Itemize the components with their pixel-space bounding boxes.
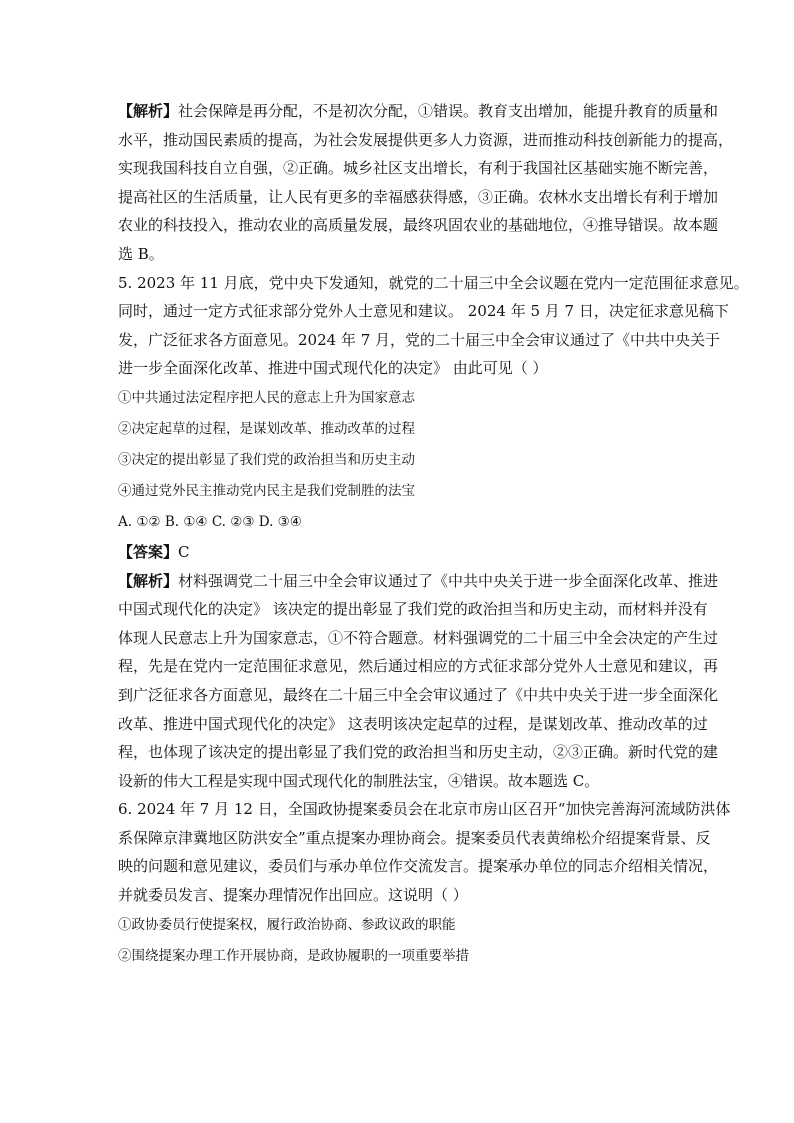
analysis-line: 提高社区的生活质量，让人民有更多的幸福感获得感，③正确。农林水支出增长有利于增加 [118, 187, 719, 206]
analysis-line: 设新的伟大工程是实现中国式现代化的制胜法宝，④错误。故本题选 C。 [118, 771, 600, 790]
analysis-line: 体现人民意志上升为国家意志，①不符合题意。材料强调党的二十届三中全会决定的产生过 [118, 628, 719, 647]
question-6-line: 系保障京津冀地区防洪安全”重点提案办理协商会。提案委员代表黄绵松介绍提案背景、反 [118, 828, 711, 847]
statement-item: ②决定起草的过程，是谋划改革、推动改革的过程 [118, 420, 415, 437]
question-6-line: 映的问题和意见建议，委员们与承办单位作交流发言。提案承办单位的同志介绍相关情况， [118, 857, 719, 876]
question-5-line: 进一步全面深化改革、推进中国式现代化的决定》 由此可见（ ） [118, 359, 548, 378]
analysis-line: 选 B。 [118, 244, 164, 263]
statement-item: ①中共通过法定程序把人民的意志上升为国家意志 [118, 389, 415, 406]
analysis-line: 改革、推进中国式现代化的决定》 这表明该决定起草的过程，是谋划改革、推动改革的过 [118, 714, 708, 733]
answer-value: C [178, 542, 190, 561]
analysis-line: 到广泛征求各方面意见，最终在二十届三中全会审议通过了《中共中央关于进一步全面深化 [118, 685, 719, 704]
analysis-line: 程，也体现了该决定的提出彰显了我们党的政治担当和历史主动，②③正确。新时代党的建 [118, 743, 719, 762]
question-5-line: 发，广泛征求各方面意见。2024 年 7 月，党的二十届三中全会审议通过了《中共中央关于 [118, 330, 721, 349]
analysis-tag: 【解析】 [118, 571, 179, 590]
analysis-tag: 【解析】 [118, 102, 179, 120]
answer-tag: 【答案】 [118, 542, 179, 561]
statement-item: ①政协委员行使提案权，履行政治协商、参政议政的职能 [118, 916, 456, 933]
answer-choices: A. ①② B. ①④ C. ②③ D. ③④ [118, 513, 302, 530]
analysis-line: 【解析】材料强调党二十届三中全会审议通过了《中共中央关于进一步全面深化改革、推进 [118, 571, 719, 590]
analysis-line: 农业的科技投入，推动农业的高质量发展，最终巩固农业的基础地位，④推导错误。故本题 [118, 216, 719, 235]
question-5-line: 同时，通过一定方式征求部分党外人士意见和建议。 2024 年 5 月 7 日，决定征求意见稿下 [118, 302, 729, 321]
answer-line [118, 538, 676, 567]
question-5-line: 5. 2023 年 11 月底，党中央下发通知，就党的二十届三中全会议题在党内一定范围征求意见。 [118, 273, 749, 292]
analysis-line: 实现我国科技自立自强，②正确。城乡社区支出增长，有利于我国社区基础实施不断完善， [118, 159, 719, 178]
analysis-line: 中国式现代化的决定》 该决定的提出彰显了我们党的政治担当和历史主动，而材料并没有 [118, 600, 708, 619]
analysis-line: 水平，推动国民素质的提高，为社会发展提供更多人力资源，进而推动科技创新能力的提高， [118, 130, 734, 149]
statement-item: ④通过党外民主推动党内民主是我们党制胜的法宝 [118, 482, 415, 499]
analysis-line: 【解析】社会保障是再分配，不是初次分配，①错误。教育支出增加，能提升教育的质量和 [118, 102, 719, 120]
statement-item: ②围绕提案办理工作开展协商，是政协履职的一项重要举措 [118, 947, 469, 964]
statement-item: ③决定的提出彰显了我们党的政治担当和历史主动 [118, 451, 415, 468]
analysis-line: 程，先是在党内一定范围征求意见，然后通过相应的方式征求部分党外人士意见和建议，再 [118, 657, 719, 676]
question-6-line: 6. 2024 年 7 月 12 日，全国政协提案委员会在北京市房山区召开“加快完善海河流域防洪体 [118, 800, 731, 819]
question-6-line: 并就委员发言、提案办理情况作出回应。这说明（ ） [118, 886, 468, 905]
